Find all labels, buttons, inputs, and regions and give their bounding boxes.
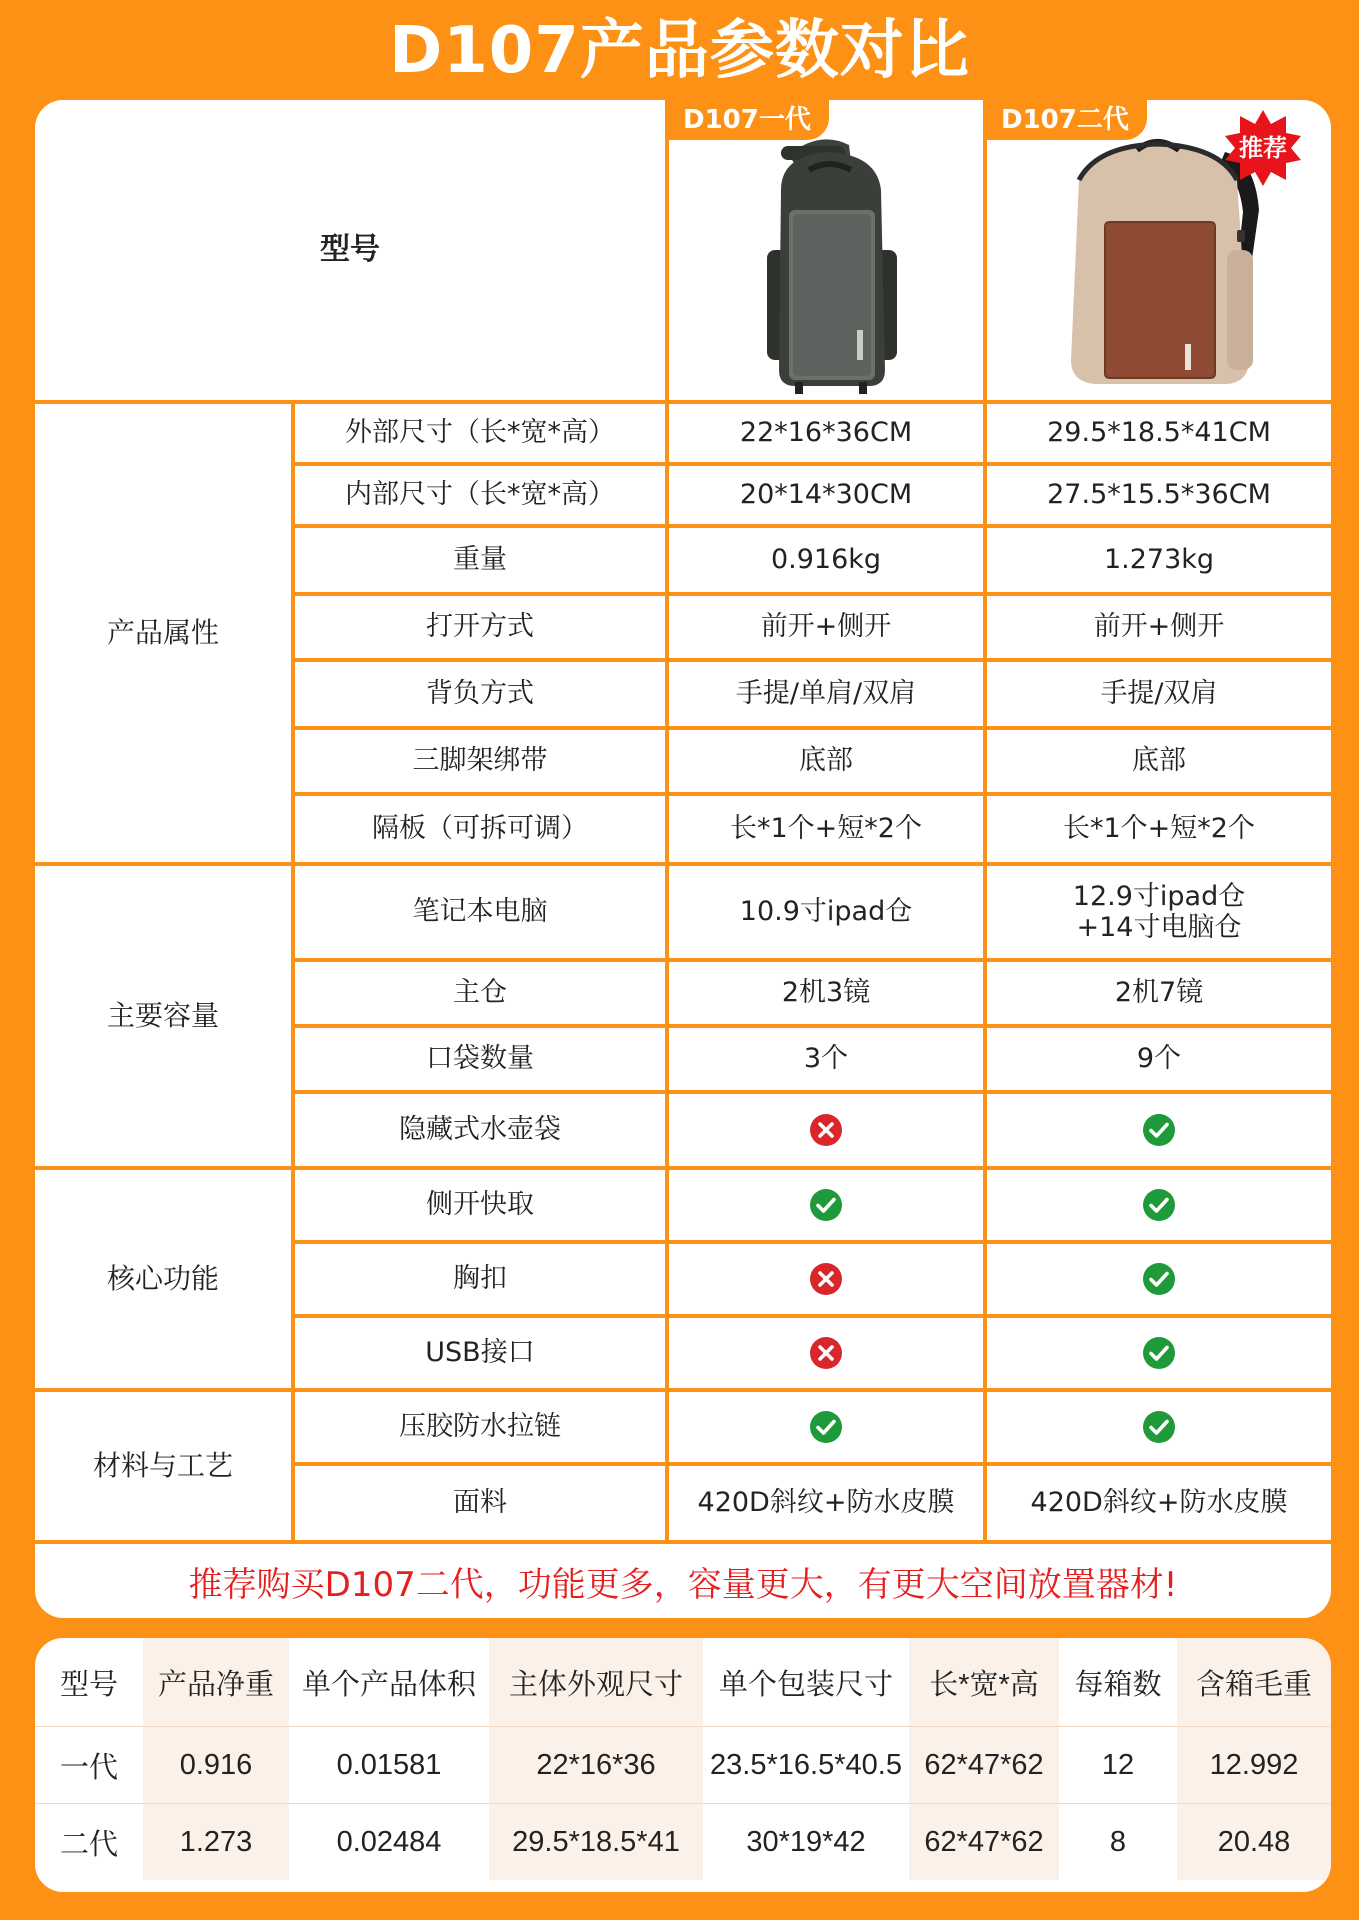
spec-cell: 62*47*62: [909, 1804, 1059, 1881]
row-label: 内部尺寸（长*宽*高）: [345, 479, 615, 511]
spec-cell: 62*47*62: [909, 1727, 1059, 1804]
spec-header-cell: 单个产品体积: [301, 1668, 476, 1701]
model-label: 型号: [320, 231, 380, 267]
value-cell-v2: [987, 1392, 1331, 1462]
spec-cell: 1.273: [143, 1804, 289, 1881]
group-product-attributes: 产品属性: [106, 615, 219, 649]
grid-hline: [291, 726, 1331, 730]
row-label: 侧开快取: [426, 1189, 534, 1221]
value-cell-v1: 手提/单肩/双肩: [735, 678, 917, 710]
spec-header-cell: 产品净重: [143, 1638, 289, 1727]
tab-gen2: D107二代: [987, 100, 1147, 140]
spec-cell: 0.916: [143, 1727, 289, 1804]
spec-cell: 12.992: [1177, 1727, 1331, 1804]
spec-header-cell: 主体外观尺寸: [489, 1638, 703, 1727]
spec-cell: 一代: [35, 1727, 143, 1804]
grid-hline: [35, 862, 1331, 866]
value-cell-v2: 2机7镜: [1114, 977, 1204, 1009]
value-cell-v1: 22*16*36CM: [739, 417, 913, 449]
row-label: 打开方式: [426, 611, 534, 643]
spec-header-cell: 含箱毛重: [1177, 1638, 1331, 1727]
grid-hline: [291, 1090, 1331, 1094]
spec-header-cell: 型号: [59, 1668, 118, 1701]
grid-hline: [291, 958, 1331, 962]
row-label: 压胶防水拉链: [399, 1411, 561, 1443]
check-circle-icon: [1142, 1410, 1176, 1444]
row-label: 面料: [453, 1487, 507, 1519]
cross-circle-icon: [809, 1113, 843, 1147]
spec-header-cell: 每箱数: [1074, 1668, 1162, 1701]
value-cell-v2: 长*1个+短*2个: [1063, 813, 1255, 845]
value-line: 12.9寸ipad仓: [1072, 880, 1246, 912]
group-core-functions: 核心功能: [106, 1261, 219, 1295]
value-cell-v1: 3个: [803, 1043, 849, 1075]
comparison-card: [35, 100, 1331, 1618]
spec-cell: 8: [1059, 1804, 1177, 1881]
value-cell-v1: [669, 1318, 983, 1388]
value-cell-v1: [669, 1392, 983, 1462]
value-cell-v2: 前开+侧开: [1093, 611, 1225, 643]
spec-table: [35, 1638, 1331, 1880]
grid-hline: [35, 1166, 1331, 1170]
badge-label: 推荐: [1239, 134, 1287, 162]
spec-header-cell: 单个包装尺寸: [718, 1668, 893, 1701]
grid-hline: [35, 400, 1331, 404]
value-cell-v2: [987, 1244, 1331, 1314]
grid-hline: [291, 1240, 1331, 1244]
product-image-gen1: [669, 100, 983, 400]
group-main-capacity: 主要容量: [106, 998, 219, 1032]
tab-gen1: D107一代: [669, 100, 829, 140]
value-cell-v2: [987, 1094, 1331, 1166]
page-title: D107产品参数对比: [389, 14, 970, 88]
grid-hline: [291, 462, 1331, 466]
spec-cell: 30*19*42: [703, 1804, 909, 1881]
recommend-text: 推荐购买D107二代，功能更多，容量更大，有更大空间放置器材!: [188, 1564, 1178, 1605]
grid-hline: [291, 1462, 1331, 1466]
grid-hline: [291, 658, 1331, 662]
value-cell-v1: 0.916kg: [770, 544, 882, 576]
row-label: 背负方式: [426, 678, 534, 710]
value-cell-v1: [669, 1094, 983, 1166]
value-cell-v2: [987, 866, 1331, 958]
product-image-gen2: [987, 100, 1331, 400]
value-cell-v1: [669, 1244, 983, 1314]
spec-header-cell: 长*宽*高: [909, 1638, 1059, 1727]
check-circle-icon: [1142, 1113, 1176, 1147]
grid-hline: [291, 524, 1331, 528]
value-cell-v2: 420D斜纹+防水皮膜: [1030, 1487, 1288, 1519]
check-circle-icon: [1142, 1188, 1176, 1222]
table-row: [35, 1804, 1331, 1881]
row-label: USB接口: [425, 1337, 535, 1369]
spec-cell: 12: [1059, 1727, 1177, 1804]
grid-hline: [35, 1388, 1331, 1392]
recommend-badge: [1223, 108, 1303, 188]
grid-hline: [291, 592, 1331, 596]
spec-cell: 29.5*18.5*41: [489, 1804, 703, 1881]
cross-circle-icon: [809, 1262, 843, 1296]
spec-cell: 22*16*36: [489, 1727, 703, 1804]
value-cell-v1: 长*1个+短*2个: [730, 813, 922, 845]
spec-cell: 20.48: [1177, 1804, 1331, 1881]
grid-hline: [291, 792, 1331, 796]
value-cell-v2: [987, 1170, 1331, 1240]
grid-vline: [291, 400, 295, 1544]
value-cell-v2: 29.5*18.5*41CM: [1047, 417, 1271, 449]
spec-cell: 0.01581: [289, 1727, 489, 1804]
sling-bag-illustration: [669, 100, 983, 400]
row-label: 外部尺寸（长*宽*高）: [345, 417, 615, 449]
cross-circle-icon: [809, 1336, 843, 1370]
spec-cell: 0.02484: [289, 1804, 489, 1881]
value-cell-v1: [669, 1170, 983, 1240]
check-circle-icon: [809, 1188, 843, 1222]
row-label: 笔记本电脑: [412, 896, 548, 928]
value-cell-v1: 前开+侧开: [760, 611, 892, 643]
row-label: 重量: [453, 544, 507, 576]
value-line: +14寸电脑仓: [1076, 912, 1242, 943]
value-cell-v1: 2机3镜: [781, 977, 871, 1009]
value-cell-v2: 9个: [1136, 1043, 1182, 1075]
row-label: 口袋数量: [426, 1043, 534, 1075]
value-cell-v1: 10.9寸ipad仓: [739, 896, 913, 928]
grid-hline: [291, 1024, 1331, 1028]
value-cell-v2: 27.5*15.5*36CM: [1047, 479, 1271, 511]
row-label: 隐藏式水壶袋: [399, 1114, 561, 1146]
row-label: 胸扣: [453, 1263, 507, 1295]
row-label: 三脚架绑带: [412, 745, 548, 777]
check-circle-icon: [1142, 1336, 1176, 1370]
value-cell-v2: 手提/双肩: [1100, 678, 1218, 710]
group-materials: 材料与工艺: [92, 1448, 233, 1482]
spec-table-header: [35, 1638, 1331, 1727]
grid-vline: [983, 100, 987, 1544]
value-cell-v2: [987, 1318, 1331, 1388]
grid-hline: [291, 1314, 1331, 1318]
spec-table-card: [35, 1638, 1331, 1892]
spec-cell: 二代: [35, 1804, 143, 1881]
row-label: 主仓: [453, 977, 507, 1009]
value-cell-v1: 420D斜纹+防水皮膜: [697, 1487, 955, 1519]
value-cell-v2: 1.273kg: [1103, 544, 1215, 576]
spec-cell: 23.5*16.5*40.5: [703, 1727, 909, 1804]
row-label: 隔板（可拆可调）: [372, 813, 588, 845]
table-row: [35, 1727, 1331, 1804]
value-cell-v2: 底部: [1132, 745, 1186, 777]
value-cell-v1: 底部: [799, 745, 853, 777]
check-circle-icon: [809, 1410, 843, 1444]
value-cell-v1: 20*14*30CM: [739, 479, 913, 511]
grid-vline: [665, 100, 669, 1544]
check-circle-icon: [1142, 1262, 1176, 1296]
